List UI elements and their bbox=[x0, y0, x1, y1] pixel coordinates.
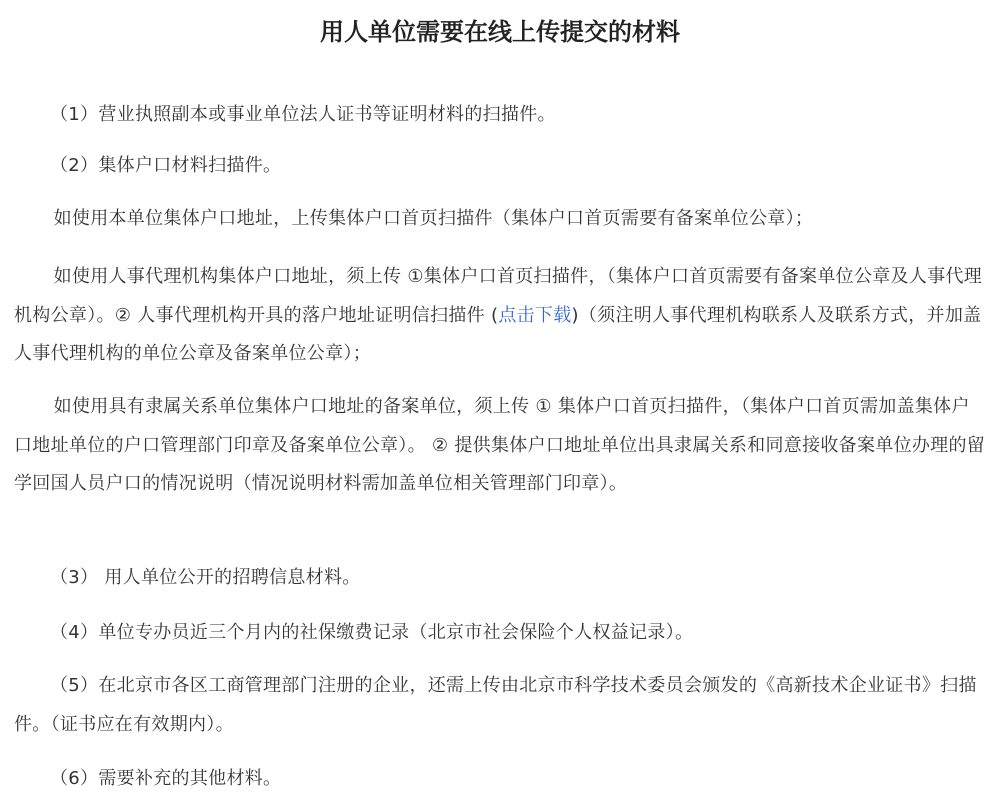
item-3-recruitment-info: （3） 用人单位公开的招聘信息材料。 bbox=[50, 567, 361, 588]
document-title: 用人单位需要在线上传提交的材料 bbox=[320, 18, 680, 46]
item-4-social-security-record: （4）单位专办员近三个月内的社保缴费记录（北京市社会保险个人权益记录）。 bbox=[50, 622, 694, 643]
paragraph-text-end: )（须注明人事代理机构联系人及联系方式，并加盖人事代理机构的单位公章及备案单位公章）； bbox=[14, 304, 982, 364]
download-link[interactable]: 点击下载 bbox=[498, 304, 572, 326]
paragraph-own-unit-address: 如使用本单位集体户口地址，上传集体户口首页扫描件（集体户口首页需要有备案单位公章）； bbox=[53, 208, 814, 229]
paragraph-personnel-agency-address bbox=[14, 258, 986, 374]
item-5-high-tech-certificate: （5）在北京市各区工商管理部门注册的企业，还需上传由北京市科学技术委员会颁发的《高新技术企业证书》扫描件。（证书应在有效期内）。 bbox=[14, 675, 977, 735]
item-6-other-materials: （6）需要补充的其他材料。 bbox=[50, 768, 282, 789]
paragraph-affiliated-unit-address: 如使用具有隶属关系单位集体户口地址的备案单位，须上传 ① 集体户口首页扫描件，（集体户口首页需加盖集体户口地址单位的户口管理部门印章及备案单位公章）。 ② 提供集体户口地址单位出具隶属关系和同意接收备案单位办理的留学回国人员户口的情况说明（情况说明材料需加盖单位相关管理部门印章）。 bbox=[14, 396, 986, 494]
item-1-business-license: （1）营业执照副本或事业单位法人证书等证明材料的扫描件。 bbox=[50, 104, 556, 125]
paragraph-text-start: 如使用人事代理机构集体户口地址，须上传 ①集体户口首页扫描件，（集体户口首页需要有备案单位公章及人事代理机构公章）。② 人事代理机构开具的落户地址证明信扫描件 ( bbox=[14, 266, 983, 326]
item-2-collective-hukou: （2）集体户口材料扫描件。 bbox=[50, 155, 282, 176]
